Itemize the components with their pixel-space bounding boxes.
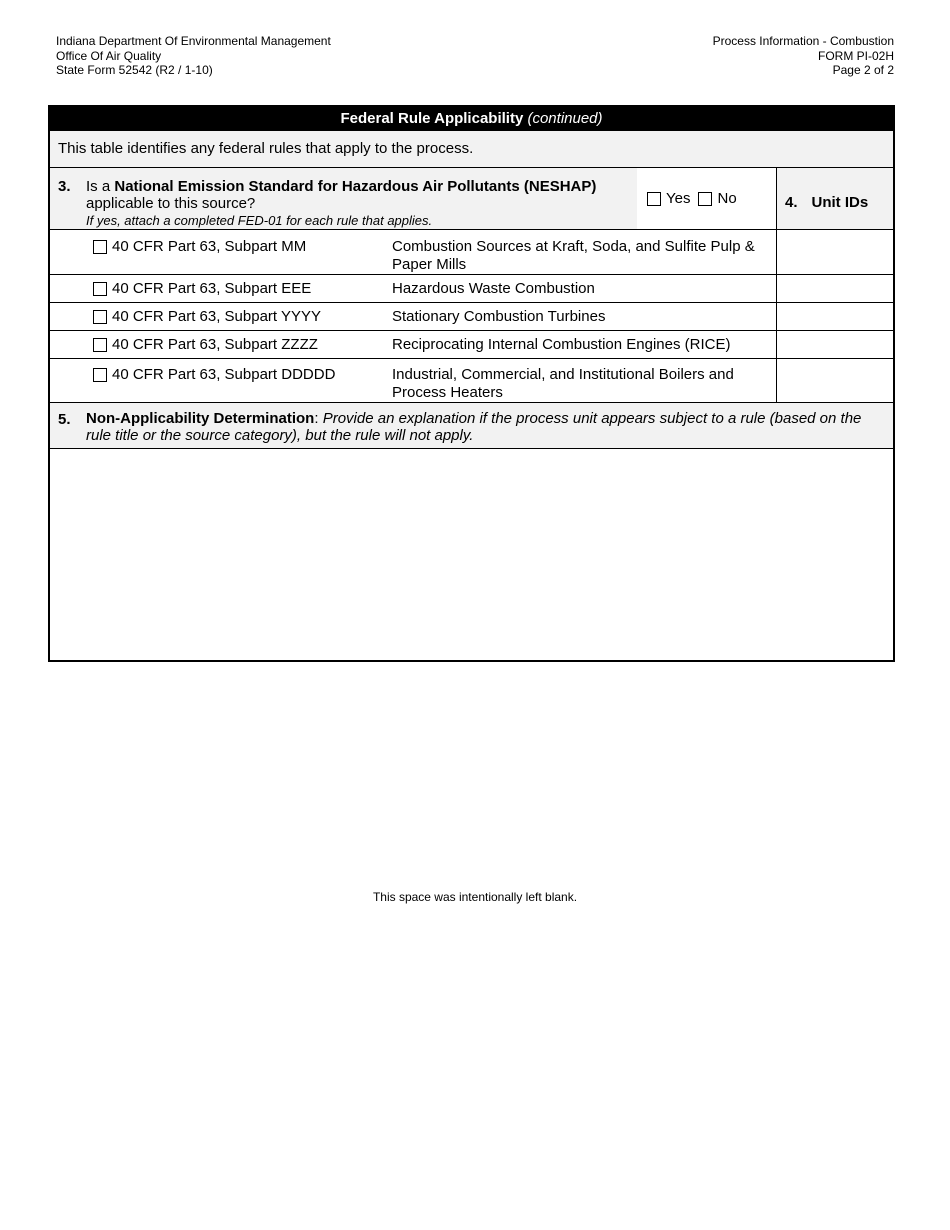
unit-ids-field-ddddd[interactable] (777, 359, 893, 403)
rule-cfr-zzzz: 40 CFR Part 63, Subpart ZZZZ (112, 336, 318, 353)
unit-ids-field-yyyy[interactable] (777, 303, 893, 330)
rule-desc-yyyy: Stationary Combustion Turbines (392, 308, 606, 325)
question-3-number: 3. (58, 178, 71, 195)
question-5-number: 5. (58, 411, 71, 428)
rule-row-eee (50, 275, 893, 302)
question-3-prefix: Is a (86, 178, 111, 195)
yes-label: Yes (666, 190, 691, 207)
page-number: Page 2 of 2 (832, 63, 894, 77)
yes-no-cell (637, 168, 776, 229)
header-form-block (713, 34, 894, 78)
non-applicability-explanation-field[interactable] (50, 449, 893, 660)
form-title: Process Information - Combustion (712, 34, 894, 48)
question-5-colon: : (314, 410, 319, 427)
section-title (50, 107, 893, 131)
rule-checkbox-zzzz[interactable] (93, 338, 107, 352)
no-checkbox[interactable] (698, 192, 712, 206)
rule-checkbox-eee[interactable] (93, 282, 107, 296)
question-4-header (785, 194, 868, 211)
state-form-number: State Form 52542 (R2 / 1-10) (56, 63, 213, 77)
rule-row-zzzz (50, 331, 893, 358)
rule-checkbox-mm[interactable] (93, 240, 107, 254)
unit-ids-field-mm[interactable] (777, 230, 893, 274)
rule-cfr-yyyy: 40 CFR Part 63, Subpart YYYY (112, 308, 321, 325)
rule-desc-zzzz: Reciprocating Internal Combustion Engines (RICE) (392, 336, 731, 353)
rule-cfr-eee: 40 CFR Part 63, Subpart EEE (112, 280, 312, 297)
unit-ids-label: Unit IDs (811, 194, 869, 211)
question-4-number: 4. (785, 194, 798, 211)
section-title-bold: Federal Rule Applicability (340, 110, 524, 127)
blank-space-note: This space was intentionally left blank. (372, 890, 578, 904)
question-3-note: If yes, attach a completed FED-01 for each rule that applies. (86, 213, 433, 228)
question-3-neshap: National Emission Standard for Hazardous Air Pollutants (NESHAP) (114, 178, 597, 195)
header-agency-block (56, 34, 331, 78)
question-5-text (86, 410, 876, 444)
unit-ids-field-eee[interactable] (777, 275, 893, 302)
rule-row-ddddd (50, 359, 893, 403)
rule-desc-ddddd: Industrial, Commercial, and Institutional Boilers and Process Heaters (392, 366, 734, 401)
question-5-label: Non-Applicability Determination (86, 410, 315, 427)
unit-ids-field-zzzz[interactable] (777, 331, 893, 358)
section-title-italic: (continued) (527, 110, 603, 127)
rule-desc-eee: Hazardous Waste Combustion (392, 280, 595, 297)
federal-rule-form (48, 105, 895, 662)
question-3-text (86, 178, 636, 212)
yes-checkbox[interactable] (647, 192, 661, 206)
office-name: Office Of Air Quality (56, 48, 162, 63)
question-5-row (50, 403, 893, 448)
form-id: FORM PI-02H (817, 48, 894, 63)
intro-text: This table identifies any federal rules that apply to the process. (50, 131, 893, 167)
rule-checkbox-yyyy[interactable] (93, 310, 107, 324)
rule-checkbox-ddddd[interactable] (93, 368, 107, 382)
rule-row-mm (50, 230, 893, 274)
rule-row-yyyy (50, 303, 893, 330)
agency-name: Indiana Department Of Environmental Management (56, 34, 331, 48)
rule-desc-mm: Combustion Sources at Kraft, Soda, and Sulfite Pulp & Paper Mills (392, 238, 755, 273)
no-label: No (717, 190, 737, 207)
question-3-suffix: applicable to this source? (86, 195, 256, 212)
question-5-instructions: Provide an explanation if the process unit appears subject to a rule (based on the rule title or the source category), but the rule will not apply. (86, 410, 862, 444)
question-3-row (50, 168, 893, 229)
rule-cfr-mm: 40 CFR Part 63, Subpart MM (112, 238, 307, 255)
rule-cfr-ddddd: 40 CFR Part 63, Subpart DDDDD (112, 366, 336, 383)
